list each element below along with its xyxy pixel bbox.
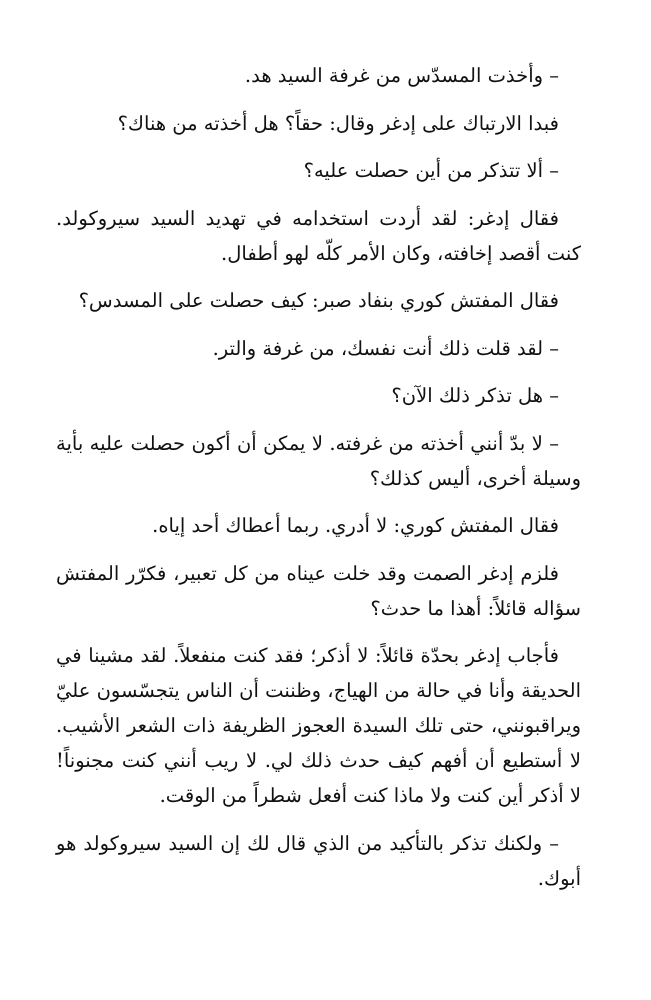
paragraph-12: – ولكنك تذكر بالتأكيد من الذي قال لك إن السيد سيروكولد هو أبوك. xyxy=(56,831,581,890)
book-page xyxy=(56,58,581,908)
paragraph-7: – هل تذكر ذلك الآن؟ xyxy=(391,384,559,407)
paragraph-8: – لا بدّ أنني أخذته من غرفته. لا يمكن أن أكون حصلت عليه بأية وسيلة أخرى، أليس كذلك؟ xyxy=(56,431,581,490)
paragraph-5: فقال المفتش كوري بنفاد صبر: كيف حصلت على المسدس؟ xyxy=(78,289,559,312)
paragraph-1: – وأخذت المسدّس من غرفة السيد هد. xyxy=(244,64,559,87)
paragraph-3: – ألا تتذكر من أين حصلت عليه؟ xyxy=(303,159,559,182)
paragraph-2: فبدا الارتباك على إدغر وقال: حقاً؟ هل أخذته من هناك؟ xyxy=(117,111,559,135)
paragraph-4: فقال إدغر: لقد أردت استخدامه في تهديد السيد سيروكولد. كنت أقصد إخافته، وكان الأمر كلّه لهو أطفال. xyxy=(56,206,581,265)
paragraph-6: – لقد قلت ذلك أنت نفسك، من غرفة والتر. xyxy=(212,336,559,360)
paragraph-9: فقال المفتش كوري: لا أدري. ربما أعطاك أحد إياه. xyxy=(152,514,559,537)
paragraph-10: فلزم إدغر الصمت وقد خلت عيناه من كل تعبير، فكرّر المفتش سؤاله قائلاً: أهذا ما حدث؟ xyxy=(56,561,581,620)
paragraph-11: فأجاب إدغر بحدّة قائلاً: لا أذكر؛ فقد كنت منفعلاً. لقد مشينا في الحديقة وأنا في حالة من الهياج، وظننت أن الناس يتجسّسون عليّ ويراقبونني، حتى تلك السيدة العجوز الظريفة ذات الشعر الأشيب. لا أستطيع أن أفهم كيف حدث ذلك لي. لا ريب أنني كنت مجنوناً! لا أذكر أين كنت ولا ماذا كنت أفعل شطراً من الوقت. xyxy=(56,644,581,807)
